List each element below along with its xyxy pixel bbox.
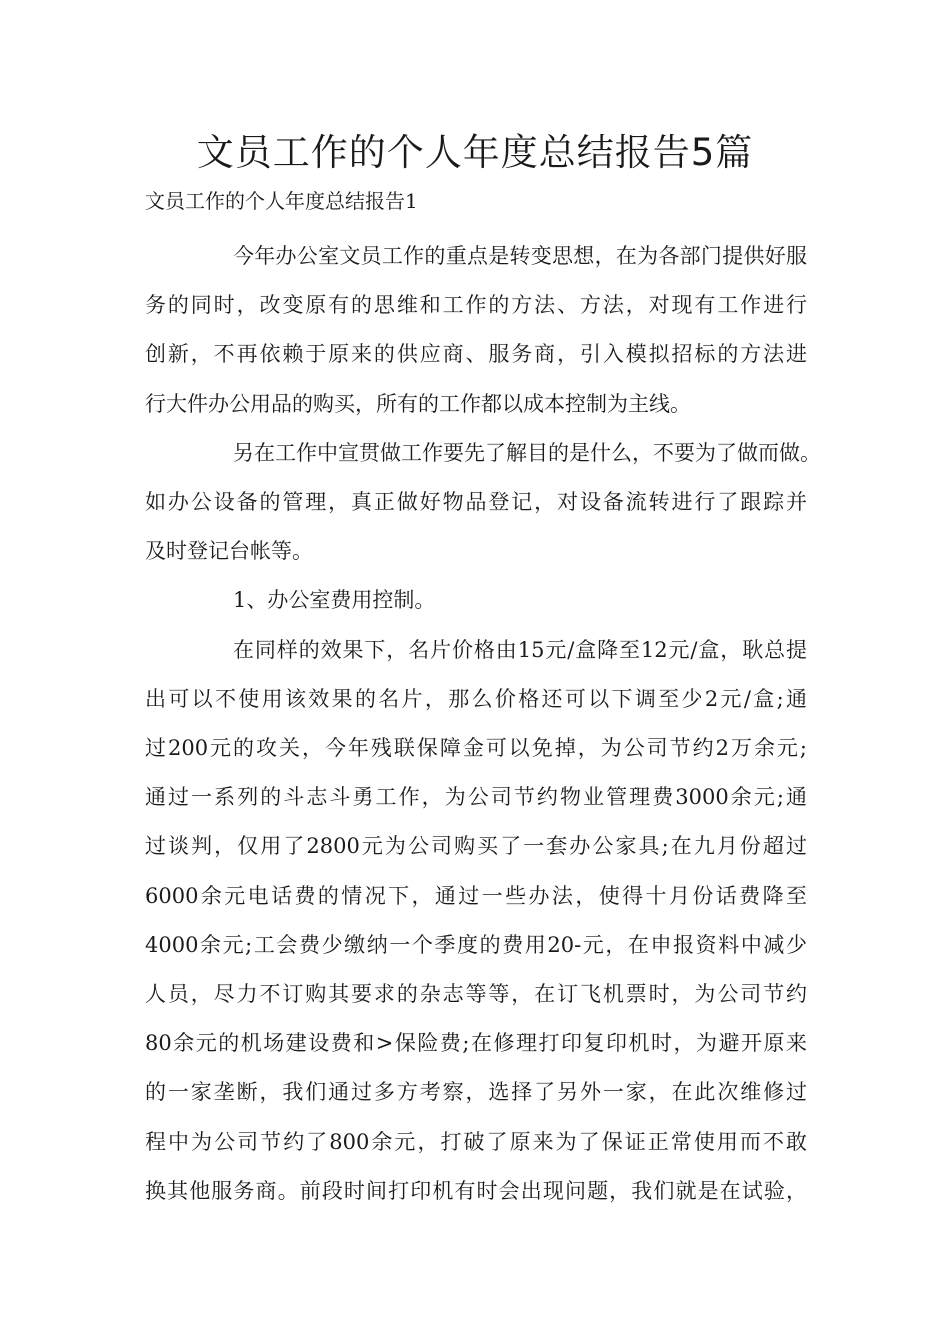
document-body — [145, 232, 821, 1216]
paragraph-line: 过200元的攻关，今年残联保障金可以免掉，为公司节约2万余元; — [145, 736, 807, 761]
paragraph-line: 在同样的效果下，名片价格由15元/盒降至12元/盒，耿总提 — [233, 637, 807, 662]
paragraph-line: 人员，尽力不订购其要求的杂志等等，在订飞机票时，为公司节约 — [145, 982, 807, 1007]
paragraph-line: 行大件办公用品的购买，所有的工作都以成本控制为主线。 — [145, 391, 691, 416]
paragraph-1 — [145, 232, 807, 429]
paragraph-line: 的一家垄断，我们通过多方考察，选择了另外一家，在此次维修过 — [145, 1080, 807, 1105]
list-item-heading: 1、办公室费用控制。 — [233, 588, 436, 613]
paragraph-3 — [145, 576, 807, 625]
paragraph-line: 通过一系列的斗志斗勇工作，为公司节约物业管理费3000余元;通 — [145, 785, 807, 810]
paragraph-line: 今年办公室文员工作的重点是转变思想，在为各部门提供好服 — [233, 244, 807, 268]
document-title: 文员工作的个人年度总结报告5篇 — [196, 131, 754, 174]
paragraph-line: 4000余元;工会费少缴纳一个季度的费用20-元，在申报资料中减少 — [145, 932, 807, 957]
paragraph-line: 另在工作中宣贯做工作要先了解目的是什么，不要为了做而做。 — [233, 440, 821, 465]
paragraph-2 — [145, 429, 821, 577]
paragraph-4 — [145, 626, 807, 1216]
paragraph-line: 出可以不使用该效果的名片，那么价格还可以下调至少2元/盒;通 — [145, 686, 807, 711]
paragraph-line: 及时登记台帐等。 — [145, 539, 313, 564]
paragraph-line: 创新，不再依赖于原来的供应商、服务商，引入模拟招标的方法进 — [145, 342, 807, 367]
paragraph-line: 程中为公司节约了800余元，打破了原来为了保证正常使用而不敢 — [145, 1129, 807, 1154]
paragraph-line: 80余元的机场建设费和>保险费;在修理打印复印机时，为避开原来 — [145, 1031, 807, 1056]
paragraph-line: 6000余元电话费的情况下，通过一些办法，使得十月份话费降至 — [145, 883, 807, 908]
paragraph-line: 过谈判，仅用了2800元为公司购买了一套办公家具;在九月份超过 — [145, 834, 807, 859]
paragraph-line: 如办公设备的管理，真正做好物品登记，对设备流转进行了跟踪并 — [145, 490, 807, 515]
paragraph-line: 换其他服务商。前段时间打印机有时会出现问题，我们就是在试验， — [145, 1178, 807, 1203]
paragraph-line: 务的同时，改变原有的思维和工作的方法、方法，对现有工作进行 — [145, 293, 807, 318]
section-heading: 文员工作的个人年度总结报告1 — [145, 189, 418, 213]
